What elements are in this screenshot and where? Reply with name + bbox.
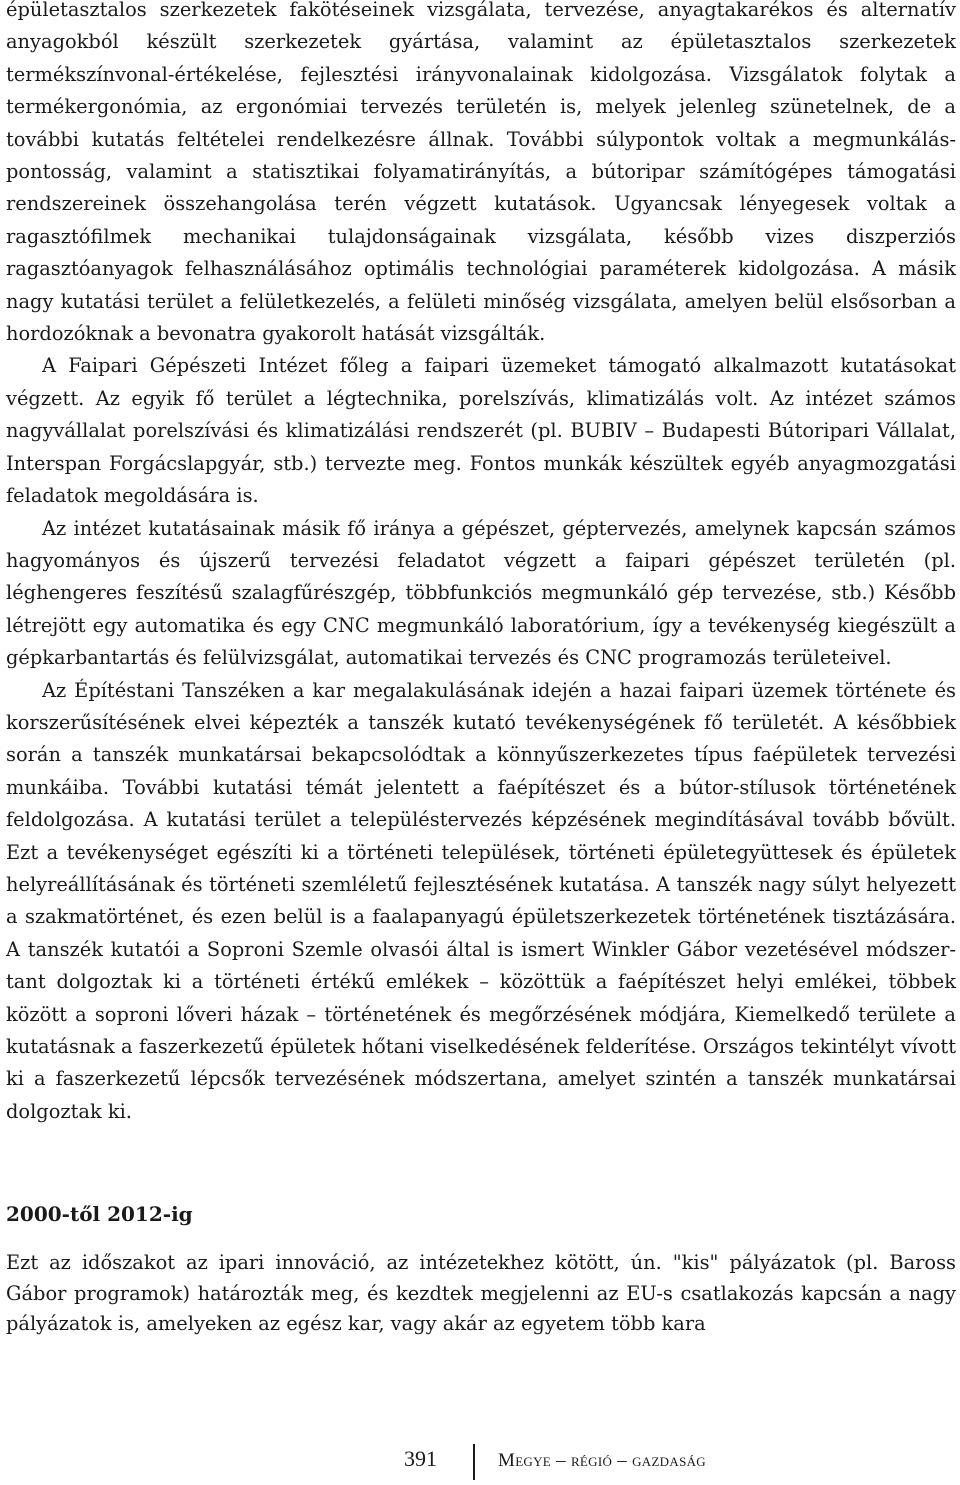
page-footer	[0, 1444, 960, 1480]
paragraph-2: A Faipari Gépészeti Intézet főleg a faipari üzemeket támogató alkalmazott kutatásokat végzett. Az egyik fő terület a légtechnika, porelszívás, klimatizálás volt. Az intézet számos nagyvállalat porelszívási és klimatizálási rendszerét (pl. BUBIV – Budapesti Bútoripari Vállalat, Interspan Forgácslapgyár, stb.) tervezte meg. Fontos munkák készültek egyéb anyagmozgatási feladatok megoldására is.	[6, 354, 956, 508]
page-number: 391	[404, 1446, 437, 1471]
paragraph-1: épületasztalos szerkezetek fakötéseinek vizsgálata, tervezése, anyagtakarékos és alternatív anyagokból készült szerkezetek gyártása, valamint az épületasztalos szerkezetek termékszínvonal-értékelése, fejlesztési irányvonalainak kidolgozása. Vizsgálatok folytak a termékergonómia, az ergonómiai tervezés területén is, melyek jelenleg szünetelnek, de a további kutatás feltételei rendelkezésre állnak. További súlypontok voltak a megmunkálás-pontosság, valamint a statisztikai folyamatirányítás, a bútoripar számítógépes támogatási rendszereinek összehangolása terén végzett kutatások. Ugyancsak lényegesek voltak a ragasztófilmek mechanikai tulajdonságainak vizsgálata, később vizes diszperziós ragasztóanyagok felhasználásához optimális technológiai paraméterek kidolgozása. A másik nagy kutatási terület a felületkezelés, a felületi minőség vizsgálata, amelyen belül elsősorban a hordozóknak a bevonatra gyakorolt hatását vizsgálták.	[6, 0, 956, 346]
paragraph-4: Az Építéstani Tanszéken a kar megalakulásának idején a hazai faipari üzemek története és korszerűsítésének elvei képezték a tanszék kutató tevékenységének fő területét. A későbbiek során a tanszék munkatársai bekapcsolódtak a könnyűszerkezetes típus faépületek tervezési munkáiba. További kutatási témát jelentett a faépítészet és a bútor-stílusok történetének feldolgozása. A kutatási terület a településtervezés képzésének megindításával tovább bővült. Ezt a tevékenységet egészíti ki a történeti települések, történeti épületegyüttesek és épületek helyreállításának és történeti szemléletű fejlesztésének kutatása. A tanszék nagy súlyt helyezett a szakmatörténet, és ezen belül is a faalapanyagú épületszerkezetek történetének tisztázására. A tanszék kutatói a Soproni Szemle olvasói által is ismert Winkler Gábor vezetésével módszertant dolgoztak ki a történeti értékű emlékek – közöttük a faépítészet helyi emlékei, többek között a soproni lőveri házak – történetének és megőrzésének módjára, Kiemelkedő területe a kutatásnak a faszerkezetű épületek hőtani viselkedésének felderítése. Országos tekintélyt vívott ki a faszerkezetű lépcsők tervezésének módszertana, amelyet szintén a tanszék munkatársai dolgoztak ki.	[6, 678, 956, 1123]
section-heading: 2000-től 2012-ig	[6, 1202, 193, 1226]
footer-divider	[473, 1444, 475, 1480]
paragraph-3: Az intézet kutatásainak másik fő iránya a gépészet, géptervezés, amelynek kapcsán számos hagyományos és újszerű tervezési feladatot végzett a faipari gépészet területén (pl. léghengeres feszítésű szalagfűrészgép, többfunkciós megmunkáló gép tervezése, stb.) Később létrejött egy automatika és egy CNC megmunkáló laboratórium, így a tevékenység kiegészült a gépkarbantartás és felülvizsgálat, automatikai tervezés és CNC programozás területeivel.	[6, 516, 956, 670]
running-title: Megye – régió – gazdaság	[498, 1450, 706, 1471]
section-body	[6, 1248, 956, 1340]
body-text	[6, 0, 956, 1128]
section-paragraph: Ezt az időszakot az ipari innováció, az intézetekhez kötött, ún. "kis" pályázatok (pl. Baross Gábor programok) határozták meg, és kezdtek megjelenni az EU-s csatlakozás kapcsán a nagy pályázatok is, amelyeken az egész kar, vagy akár az egyetem több kara	[6, 1251, 956, 1335]
